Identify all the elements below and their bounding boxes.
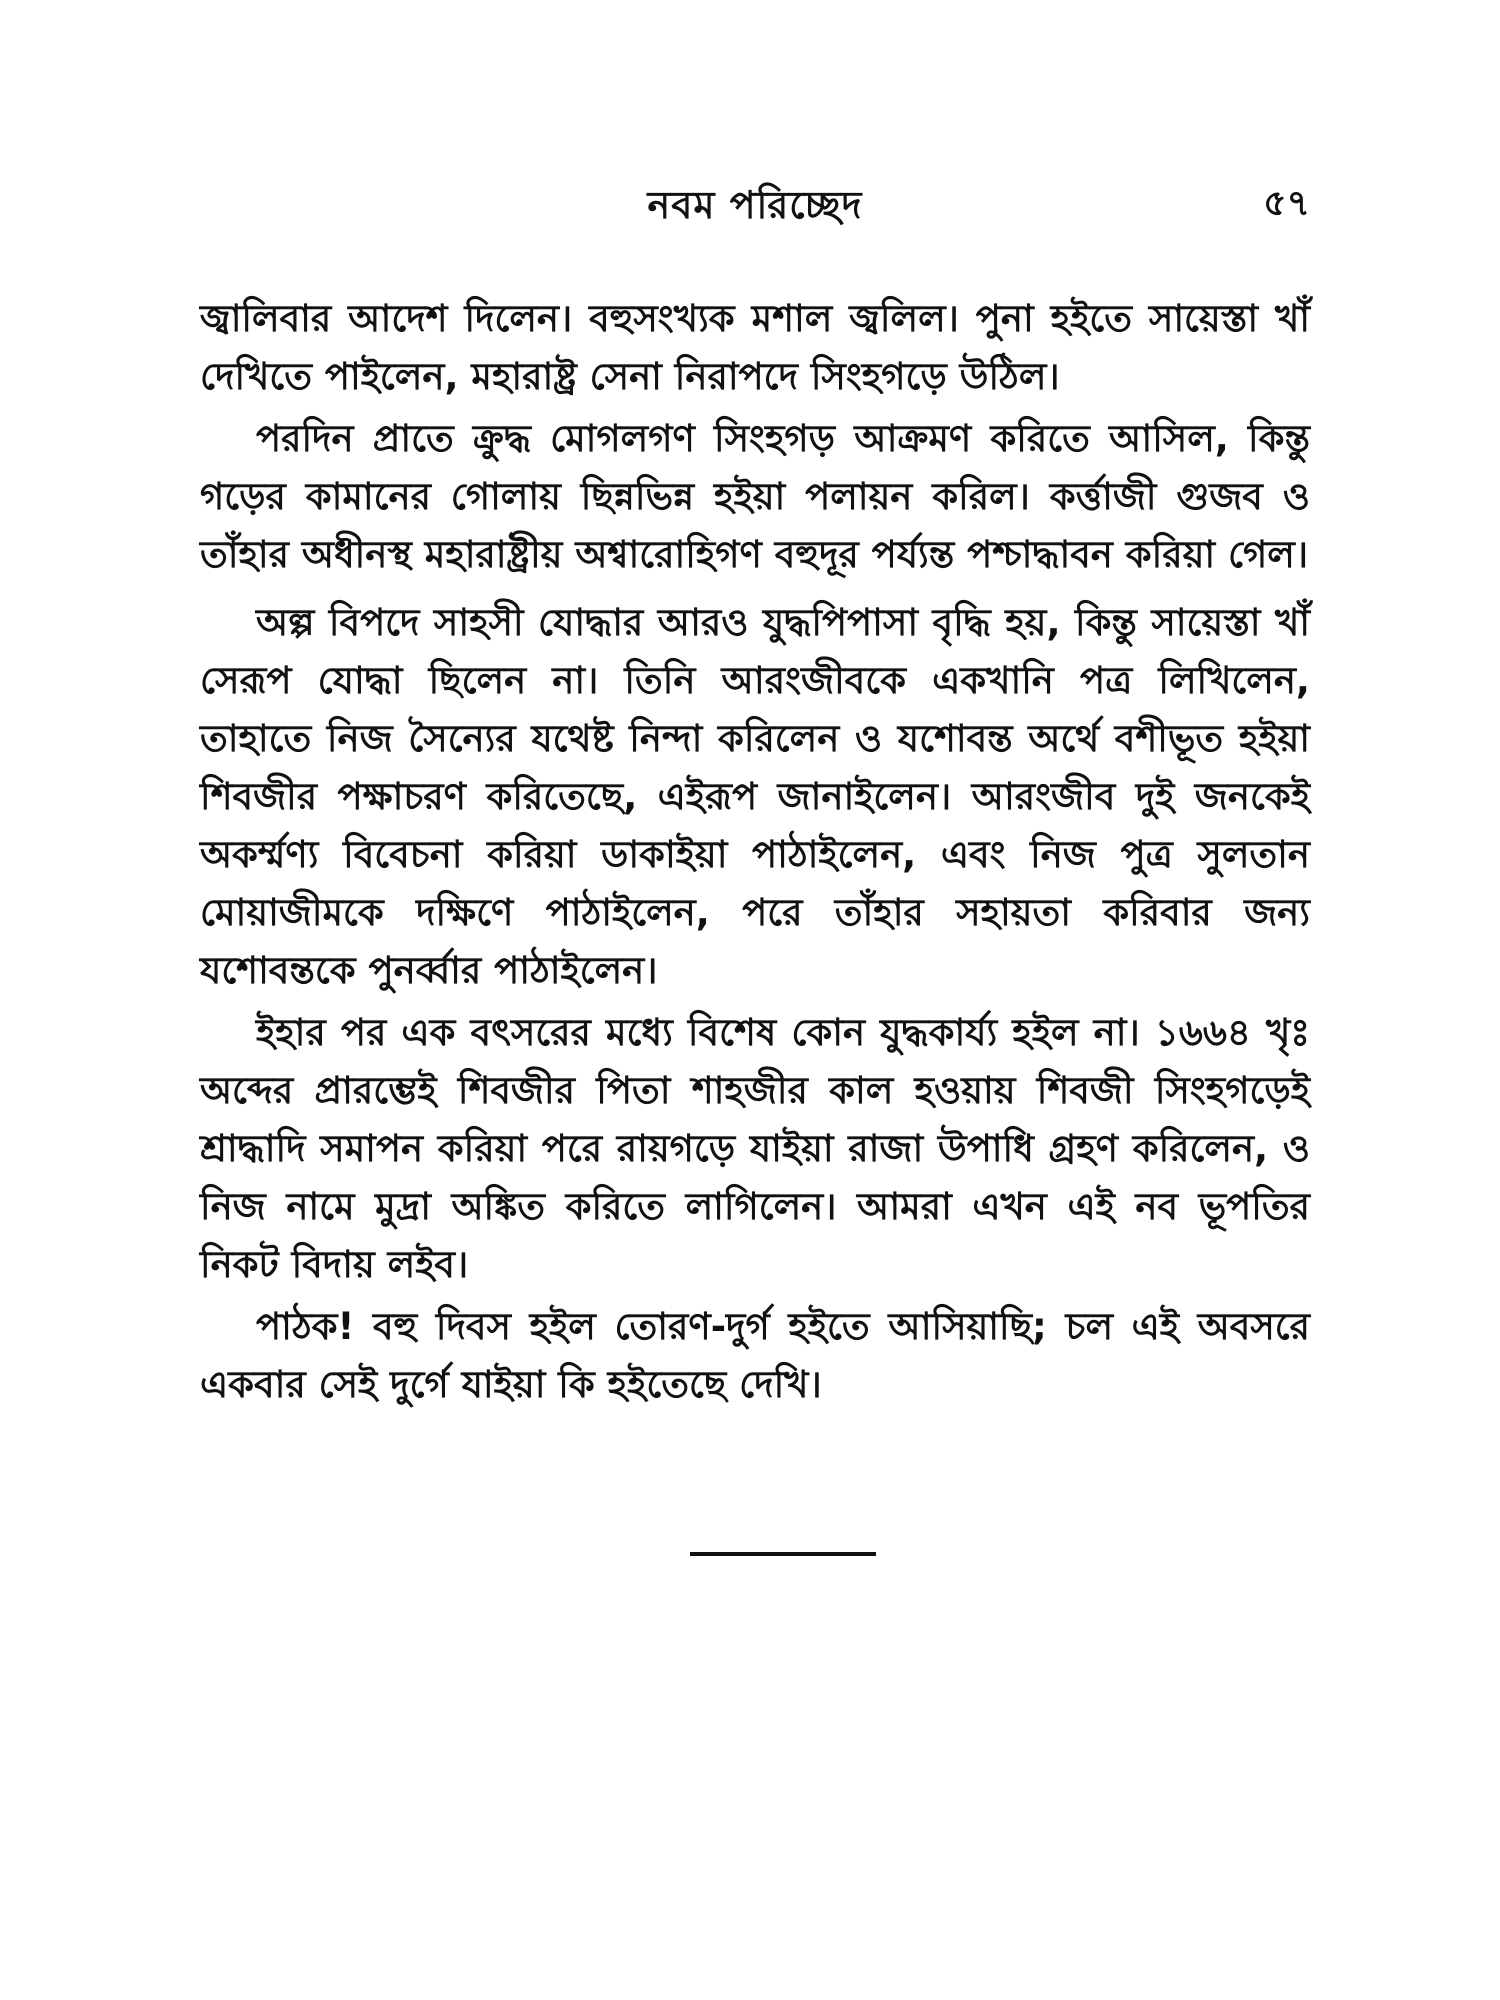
page-header: [200, 176, 1310, 236]
paragraph: অল্প বিপদে সাহসী যোদ্ধার আরও যুদ্ধপিপাসা বৃদ্ধি হয়, কিন্তু সায়েস্তা খাঁ সেরূপ যোদ্ধা ছিলেন না। তিনি আরংজীবকে একখানি পত্র লিখিলেন, তাহাতে নিজ সৈন্যের যথেষ্ট নিন্দা করিলেন ও যশোবন্ত অর্থে বশীভূত হইয়া শিবজীর পক্ষাচরণ করিতেছে, এইরূপ জানাইলেন। আরংজীব দুই জনকেই অকর্ম্মণ্য বিবেচনা করিয়া ডাকাইয়া পাঠাইলেন, এবং নিজ পুত্র সুলতান মোয়াজীমকে দক্ষিণে পাঠাইলেন, পরে তাঁহার সহায়তা করিবার জন্য যশোবন্তকে পুনর্ব্বার পাঠাইলেন।: [200, 601, 1310, 992]
body-text: [200, 290, 1310, 1414]
chapter-end-rule: [690, 1552, 876, 1556]
page-number: ৫৭: [1263, 183, 1310, 224]
paragraph: জ্বালিবার আদেশ দিলেন। বহুসংখ্যক মশাল জ্বলিল। পুনা হইতে সায়েস্তা খাঁ দেখিতে পাইলেন, মহারাষ্ট্র সেনা নিরাপদে সিংহগড়ে উঠিল।: [200, 297, 1310, 398]
paragraph: পরদিন প্রাতে ক্রুদ্ধ মোগলগণ সিংহগড় আক্রমণ করিতে আসিল, কিন্তু গড়ের কামানের গোলায় ছিন্নভিন্ন হইয়া পলায়ন করিল। কর্ত্তাজী গুজব ও তাঁহার অধীনস্থ মহারাষ্ট্রীয় অশ্বারোহিগণ বহুদূর পর্য্যন্ত পশ্চাদ্ধাবন করিয়া গেল।: [200, 417, 1310, 576]
paragraph: পাঠক! বহু দিবস হইল তোরণ-দুর্গ হইতে আসিয়াছি; চল এই অবসরে একবার সেই দুর্গে যাইয়া কি হইতেছে দেখি।: [200, 1305, 1310, 1406]
paragraph: ইহার পর এক বৎসরের মধ্যে বিশেষ কোন যুদ্ধকার্য্য হইল না। ১৬৬৪ খৃঃ অব্দের প্রারম্ভেই শিবজীর পিতা শাহজীর কাল হওয়ায় শিবজী সিংহগড়েই শ্রাদ্ধাদি সমাপন করিয়া পরে রায়গড়ে যাইয়া রাজা উপাধি গ্রহণ করিলেন, ও নিজ নামে মুদ্রা অঙ্কিত করিতে লাগিলেন। আমরা এখন এই নব ভূপতির নিকট বিদায় লইব।: [200, 1011, 1310, 1286]
chapter-title: নবম পরিচ্ছেদ: [647, 183, 863, 227]
